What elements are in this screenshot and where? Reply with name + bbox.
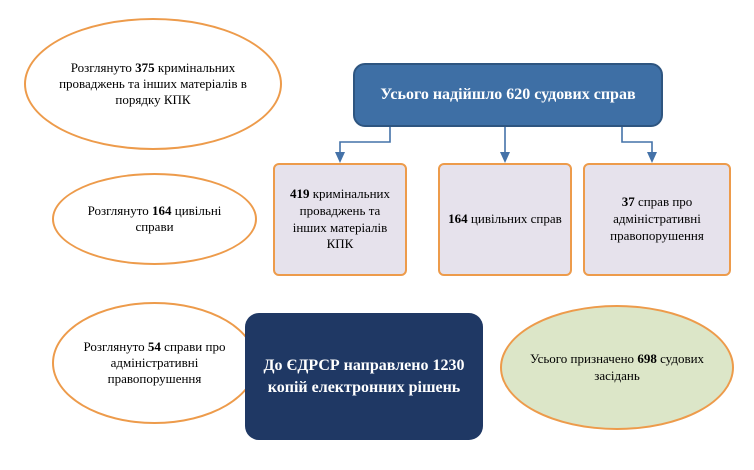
- ellipse-reviewed-criminal-prefix: Розглянуто: [70, 59, 132, 75]
- category-box-criminal-label: кримінальних проваджень та інших матеріалів КПК: [292, 185, 391, 252]
- category-box-criminal: [273, 163, 407, 276]
- ellipse-reviewed-criminal-suffix: кримінальних проваджень та інших матеріалів в порядку КПК: [59, 59, 247, 108]
- category-box-administrative: [583, 163, 731, 276]
- ellipse-reviewed-administrative-suffix: справи про адміністративні правопорушення: [107, 338, 226, 387]
- ellipse-reviewed-civil: [52, 173, 257, 265]
- category-box-administrative-number: 37: [621, 194, 635, 210]
- ellipse-reviewed-administrative-text: [54, 339, 255, 388]
- ellipse-scheduled-hearings: [500, 305, 734, 430]
- category-box-administrative-text: [585, 194, 729, 245]
- ellipse-scheduled-hearings-text: [502, 351, 732, 384]
- ellipse-reviewed-administrative-number: 54: [147, 338, 161, 354]
- category-box-civil-text: [440, 211, 570, 228]
- category-box-criminal-number: 419: [289, 185, 310, 201]
- category-box-civil-number: 164: [448, 211, 468, 227]
- total-cases-box: [353, 63, 663, 127]
- ellipse-scheduled-hearings-suffix: судових засідань: [594, 351, 705, 383]
- category-box-criminal-text: [275, 186, 405, 254]
- ellipse-reviewed-civil-number: 164: [152, 202, 172, 218]
- ellipse-reviewed-administrative-prefix: Розглянуто: [83, 338, 145, 354]
- total-cases-label: Усього надійшло 620 судових справ: [380, 85, 636, 103]
- ellipse-reviewed-criminal: [24, 18, 282, 150]
- edrsr-box: [245, 313, 483, 440]
- category-box-administrative-label: справ про адміністративні правопорушення: [610, 194, 704, 243]
- ellipse-reviewed-civil-text: [54, 203, 255, 236]
- ellipse-scheduled-hearings-number: 698: [637, 351, 657, 367]
- ellipse-reviewed-civil-prefix: Розглянуто: [87, 202, 149, 218]
- ellipse-reviewed-criminal-text: [26, 60, 280, 109]
- edrsr-label: До ЄДРСР направлено 1230 копій електронних рішень: [263, 356, 465, 396]
- ellipse-reviewed-criminal-number: 375: [135, 59, 155, 75]
- ellipse-reviewed-administrative: [52, 302, 257, 424]
- category-box-civil-label: цивільних справ: [470, 211, 562, 227]
- category-box-civil: [438, 163, 572, 276]
- ellipse-reviewed-civil-suffix: цивільні справи: [135, 202, 222, 234]
- ellipse-scheduled-hearings-prefix: Усього призначено: [529, 351, 635, 367]
